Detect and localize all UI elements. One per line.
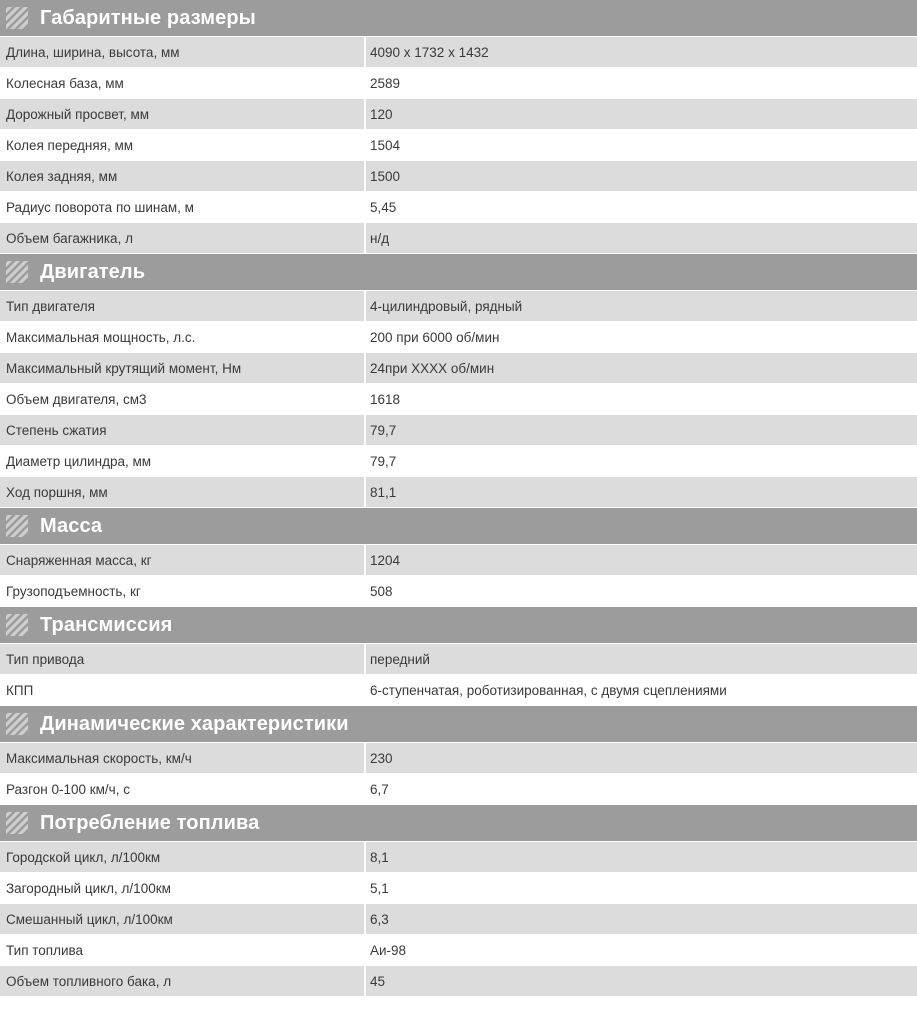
spec-label: Колесная база, мм bbox=[0, 68, 365, 99]
spec-label: Загородный цикл, л/100км bbox=[0, 873, 365, 904]
table-row bbox=[0, 192, 917, 223]
spec-label: Тип привода bbox=[0, 644, 365, 675]
table-row bbox=[0, 644, 917, 675]
table-row bbox=[0, 384, 917, 415]
table-row bbox=[0, 675, 917, 706]
hatched-square-icon bbox=[6, 614, 28, 636]
table-row bbox=[0, 353, 917, 384]
spec-value: 2589 bbox=[365, 68, 917, 99]
spec-label: Ход поршня, мм bbox=[0, 477, 365, 508]
spec-label: Максимальный крутящий момент, Нм bbox=[0, 353, 365, 384]
spec-value: 79,7 bbox=[365, 446, 917, 477]
section-title: Потребление топлива bbox=[40, 812, 260, 834]
table-row bbox=[0, 873, 917, 904]
spec-value: передний bbox=[365, 644, 917, 675]
spec-label: Грузоподъемность, кг bbox=[0, 576, 365, 607]
table-row bbox=[0, 743, 917, 774]
table-row bbox=[0, 774, 917, 805]
spec-value: 6,3 bbox=[365, 904, 917, 935]
section-header-cell bbox=[0, 0, 917, 37]
table-row bbox=[0, 415, 917, 446]
table-row bbox=[0, 904, 917, 935]
section-header-content bbox=[0, 706, 917, 742]
table-row bbox=[0, 291, 917, 322]
table-row bbox=[0, 130, 917, 161]
spec-value: 45 bbox=[365, 966, 917, 997]
section-header-content bbox=[0, 254, 917, 290]
spec-label: Колея передняя, мм bbox=[0, 130, 365, 161]
spec-value: 200 при 6000 об/мин bbox=[365, 322, 917, 353]
hatched-square-icon bbox=[6, 261, 28, 283]
table-row bbox=[0, 223, 917, 254]
section-header-content bbox=[0, 0, 917, 36]
table-row bbox=[0, 99, 917, 130]
table-row bbox=[0, 935, 917, 966]
spec-value: 4090 x 1732 x 1432 bbox=[365, 37, 917, 68]
spec-value: 1504 bbox=[365, 130, 917, 161]
table-row bbox=[0, 161, 917, 192]
spec-value: 24при XXXX об/мин bbox=[365, 353, 917, 384]
spec-label: Тип топлива bbox=[0, 935, 365, 966]
spec-value: 1204 bbox=[365, 545, 917, 576]
section-header-cell bbox=[0, 254, 917, 291]
spec-label: Снаряженная масса, кг bbox=[0, 545, 365, 576]
table-row bbox=[0, 477, 917, 508]
spec-label: КПП bbox=[0, 675, 365, 706]
spec-value: н/д bbox=[365, 223, 917, 254]
hatched-square-icon bbox=[6, 812, 28, 834]
spec-value: 79,7 bbox=[365, 415, 917, 446]
table-row bbox=[0, 322, 917, 353]
spec-value: 5,45 bbox=[365, 192, 917, 223]
spec-value: Аи-98 bbox=[365, 935, 917, 966]
spec-value: 1618 bbox=[365, 384, 917, 415]
table-row bbox=[0, 545, 917, 576]
spec-label: Объем двигателя, см3 bbox=[0, 384, 365, 415]
section-header bbox=[0, 0, 917, 37]
section-header-cell bbox=[0, 706, 917, 743]
section-title: Габаритные размеры bbox=[40, 7, 256, 29]
spec-value: 5,1 bbox=[365, 873, 917, 904]
spec-label: Максимальная мощность, л.с. bbox=[0, 322, 365, 353]
section-title: Двигатель bbox=[40, 261, 146, 283]
section-title: Масса bbox=[40, 515, 103, 537]
spec-value: 6,7 bbox=[365, 774, 917, 805]
spec-label: Степень сжатия bbox=[0, 415, 365, 446]
table-row bbox=[0, 446, 917, 477]
spec-label: Дорожный просвет, мм bbox=[0, 99, 365, 130]
section-header-content bbox=[0, 508, 917, 544]
hatched-square-icon bbox=[6, 7, 28, 29]
section-header-content bbox=[0, 805, 917, 841]
section-title: Динамические характеристики bbox=[40, 713, 349, 735]
hatched-square-icon bbox=[6, 515, 28, 537]
section-header-cell bbox=[0, 607, 917, 644]
section-header-content bbox=[0, 607, 917, 643]
spec-label: Радиус поворота по шинам, м bbox=[0, 192, 365, 223]
table-row bbox=[0, 842, 917, 873]
spec-label: Городской цикл, л/100км bbox=[0, 842, 365, 873]
table-row bbox=[0, 576, 917, 607]
spec-label: Колея задняя, мм bbox=[0, 161, 365, 192]
section-header bbox=[0, 805, 917, 842]
spec-value: 6-ступенчатая, роботизированная, с двумя сцеплениями bbox=[365, 675, 917, 706]
spec-value: 1500 bbox=[365, 161, 917, 192]
spec-label: Диаметр цилиндра, мм bbox=[0, 446, 365, 477]
section-header bbox=[0, 607, 917, 644]
spec-label: Объем топливного бака, л bbox=[0, 966, 365, 997]
spec-value: 4-цилиндровый, рядный bbox=[365, 291, 917, 322]
spec-label: Максимальная скорость, км/ч bbox=[0, 743, 365, 774]
section-header-cell bbox=[0, 805, 917, 842]
spec-label: Смешанный цикл, л/100км bbox=[0, 904, 365, 935]
spec-label: Тип двигателя bbox=[0, 291, 365, 322]
spec-label: Длина, ширина, высота, мм bbox=[0, 37, 365, 68]
section-header bbox=[0, 706, 917, 743]
spec-value: 81,1 bbox=[365, 477, 917, 508]
table-row bbox=[0, 37, 917, 68]
section-title: Трансмиссия bbox=[40, 614, 173, 636]
spec-value: 230 bbox=[365, 743, 917, 774]
hatched-square-icon bbox=[6, 713, 28, 735]
spec-label: Разгон 0-100 км/ч, с bbox=[0, 774, 365, 805]
spec-value: 8,1 bbox=[365, 842, 917, 873]
section-header bbox=[0, 508, 917, 545]
table-row bbox=[0, 68, 917, 99]
spec-label: Объем багажника, л bbox=[0, 223, 365, 254]
table-row bbox=[0, 966, 917, 997]
spec-value: 508 bbox=[365, 576, 917, 607]
section-header bbox=[0, 254, 917, 291]
section-header-cell bbox=[0, 508, 917, 545]
spec-value: 120 bbox=[365, 99, 917, 130]
